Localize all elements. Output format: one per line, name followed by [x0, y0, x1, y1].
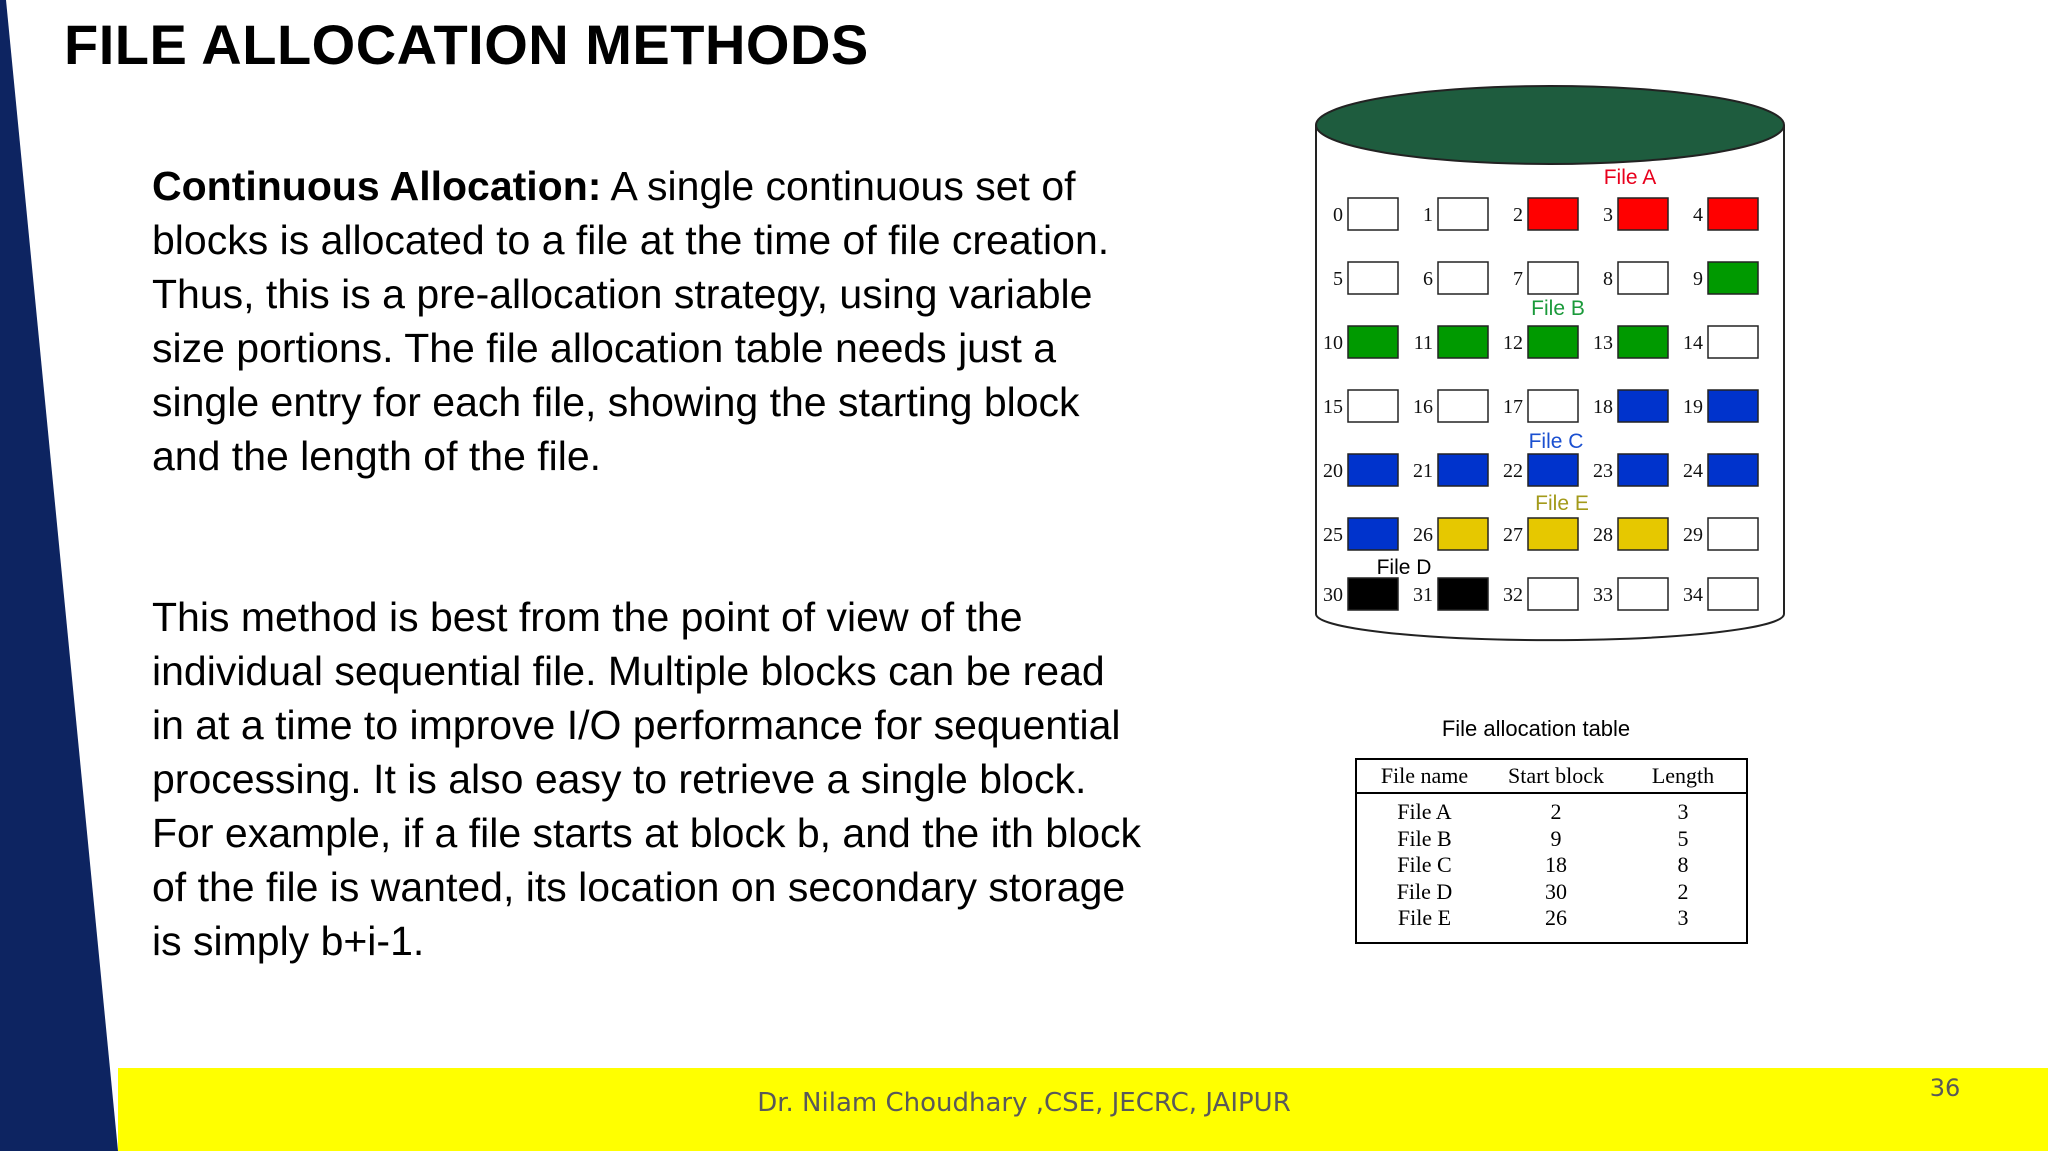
disk-block-number: 10: [1323, 332, 1343, 354]
disk-block-number: 13: [1593, 332, 1613, 354]
disk-block: [1438, 454, 1488, 486]
disk-block-number: 8: [1603, 268, 1613, 290]
disk-block: [1708, 518, 1758, 550]
disk-block: [1528, 262, 1578, 294]
footer-author-text: Dr. Nilam Choudhary ,CSE, JECRC, JAIPUR: [757, 1088, 1291, 1118]
disk-block-number: 24: [1683, 460, 1703, 482]
disk-block-number: 1: [1423, 204, 1433, 226]
disk-block: [1618, 454, 1668, 486]
file-label: File D: [1376, 556, 1432, 579]
disk-block: [1528, 198, 1578, 230]
fat-cell-start-block: 18: [1545, 852, 1567, 878]
disk-block: [1348, 518, 1398, 550]
disk-block: [1438, 326, 1488, 358]
disk-block-number: 26: [1413, 524, 1433, 546]
disk-block-number: 0: [1333, 204, 1343, 226]
fat-cell-length: 2: [1677, 878, 1689, 904]
disk-block-number: 17: [1503, 396, 1523, 418]
disk-block: [1618, 390, 1668, 422]
disk-block: [1528, 326, 1578, 358]
disk-block-number: 9: [1693, 268, 1703, 290]
disk-block: [1528, 518, 1578, 550]
disk-block: [1438, 578, 1488, 610]
fat-cell-file-name: File B: [1397, 825, 1452, 851]
disk-block: [1528, 390, 1578, 422]
disk-block-number: 21: [1413, 460, 1433, 482]
disk-block-number: 34: [1683, 584, 1703, 606]
table-row: [1357, 799, 1746, 826]
disk-block: [1708, 326, 1758, 358]
file-allocation-table: [1355, 758, 1748, 944]
fat-cell-file-name: File C: [1397, 852, 1452, 878]
disk-block: [1708, 578, 1758, 610]
disk-block-number: 30: [1323, 584, 1343, 606]
fat-header-start-block: Start block: [1508, 763, 1604, 788]
disk-block-number: 18: [1593, 396, 1613, 418]
disk-block: [1348, 326, 1398, 358]
disk-block: [1348, 198, 1398, 230]
footer-author: [0, 1088, 2048, 1118]
disk-block-number: 25: [1323, 524, 1343, 546]
fat-cell-start-block: 2: [1550, 799, 1562, 825]
fat-cell-file-name: File D: [1396, 878, 1453, 904]
fat-body: [1357, 794, 1746, 932]
table-row: [1357, 879, 1746, 906]
file-label: File E: [1535, 492, 1589, 515]
file-label: File B: [1531, 297, 1585, 320]
disk-block: [1438, 262, 1488, 294]
table-row: [1357, 826, 1746, 853]
disk-block-number: 20: [1323, 460, 1343, 482]
disk-block: [1708, 262, 1758, 294]
disk-block: [1618, 578, 1668, 610]
disk-block-number: 2: [1513, 204, 1523, 226]
disk-block-number: 7: [1513, 268, 1523, 290]
disk-block-number: 3: [1603, 204, 1613, 226]
disk-block-number: 28: [1593, 524, 1613, 546]
disk-block-number: 23: [1593, 460, 1613, 482]
disk-block-number: 27: [1503, 524, 1523, 546]
fat-header-length: Length: [1651, 763, 1715, 788]
disk-block: [1528, 454, 1578, 486]
disk-block: [1438, 390, 1488, 422]
disk-block: [1348, 262, 1398, 294]
disk-block: [1348, 390, 1398, 422]
disk-block: [1618, 262, 1668, 294]
disk-block: [1708, 390, 1758, 422]
disk-block-number: 22: [1503, 460, 1523, 482]
disk-block-number: 16: [1413, 396, 1433, 418]
disk-block: [1438, 518, 1488, 550]
file-label: File C: [1528, 430, 1584, 453]
disk-block: [1618, 198, 1668, 230]
disk-block: [1348, 578, 1398, 610]
para1-heading: Continuous Allocation:: [152, 163, 602, 209]
sequential-file-paragraph: This method is best from the point of view of the individual sequential file. Multiple blocks can be read in at a time to improve I/O performance for sequential processing. It is also easy to retrieve a single block. For example, if a file starts at block b, and the ith block of the file is wanted, its location on secondary storage is simply b+i-1.: [152, 594, 1142, 964]
disk-block-number: 33: [1593, 584, 1613, 606]
page-number: 36: [1929, 1074, 1961, 1102]
fat-caption: File allocation table: [1441, 716, 1631, 741]
fat-cell-length: 3: [1677, 905, 1689, 931]
para1-body: A single continuous set of blocks is allocated to a file at the time of file creation. Thus, this is a pre-allocation strategy, using variable size portions. The file allocation table needs just a single entry for each file, showing the starting block and the length of the file.: [152, 163, 1110, 479]
fat-header-row: [1357, 760, 1746, 794]
disk-block-number: 5: [1333, 268, 1343, 290]
disk-block-number: 15: [1323, 396, 1343, 418]
file-label: File A: [1603, 166, 1657, 189]
disk-block: [1348, 454, 1398, 486]
disk-block-number: 32: [1503, 584, 1523, 606]
fat-cell-file-name: File E: [1397, 905, 1452, 931]
disk-block-number: 11: [1413, 332, 1433, 354]
disk-block: [1708, 198, 1758, 230]
fat-cell-start-block: 30: [1545, 878, 1567, 904]
continuous-allocation-paragraph: [152, 159, 1142, 483]
slide-title: FILE ALLOCATION METHODS: [64, 13, 869, 76]
disk-block-number: 12: [1503, 332, 1523, 354]
fat-cell-start-block: 26: [1545, 905, 1567, 931]
disk-block: [1618, 326, 1668, 358]
disk-block: [1618, 518, 1668, 550]
fat-cell-length: 3: [1677, 799, 1689, 825]
fat-cell-file-name: File A: [1397, 799, 1452, 825]
disk-block: [1708, 454, 1758, 486]
disk-block-number: 19: [1683, 396, 1703, 418]
disk-block-number: 31: [1413, 584, 1433, 606]
fat-cell-start-block: 9: [1550, 825, 1562, 851]
disk-diagram: [1308, 82, 1792, 654]
table-row: [1357, 852, 1746, 879]
fat-cell-length: 5: [1677, 825, 1689, 851]
disk-block-number: 6: [1423, 268, 1433, 290]
left-decorative-band: [0, 0, 130, 1151]
disk-block-number: 14: [1683, 332, 1703, 354]
disk-block: [1438, 198, 1488, 230]
disk-block: [1528, 578, 1578, 610]
fat-cell-length: 8: [1677, 852, 1689, 878]
disk-block-number: 29: [1683, 524, 1703, 546]
cylinder-top: [1316, 86, 1784, 164]
table-row: [1357, 905, 1746, 932]
disk-block-number: 4: [1693, 204, 1703, 226]
fat-header-file-name: File name: [1380, 763, 1469, 788]
